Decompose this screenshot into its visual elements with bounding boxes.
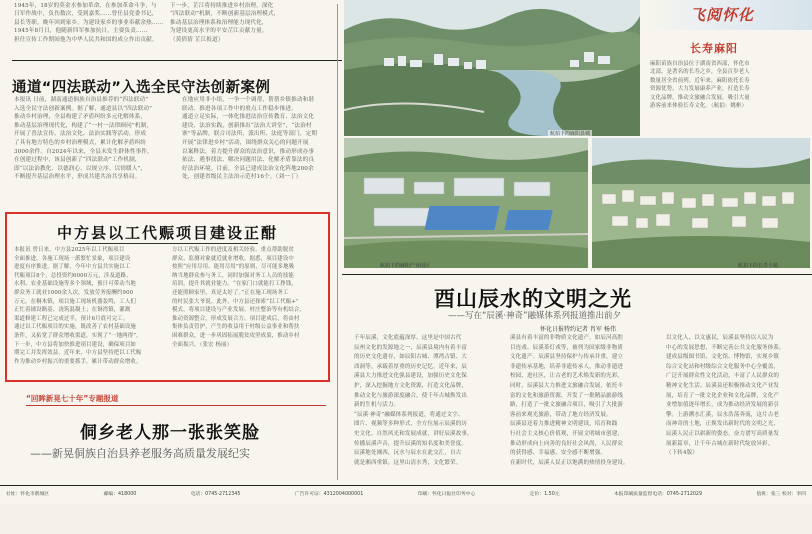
- footer-item: 电话：0745-2712345: [190, 492, 241, 497]
- text-line: 以案释法，着力提升群众的法治意识，推动形成办事: [182, 148, 315, 155]
- text-line: 辰溪人民正以崭新的姿态，奋力谱写高质量发: [666, 430, 780, 437]
- text-line: 溪县大力推进文化强县建设，加强历史文化保: [354, 373, 468, 380]
- text-line: 方以工代赈工作的进度及相关经验，重点帮助脱贫: [172, 247, 294, 253]
- text-line: “辰溪·神奇”融媒体系列报道，将通过文字、: [354, 411, 464, 418]
- text-line: 推动乡村治理，全县构建了矛盾纠纷多元化解体系，: [14, 114, 147, 121]
- footer-item: 广告许可证：4312004000001: [294, 492, 364, 497]
- bottom-margin: [0, 504, 812, 534]
- text-line: 日军作战中，负伤数次，受到嘉奖……曾任县党委书记，: [14, 11, 158, 18]
- footer-item: 社址：怀化市鹤城区: [6, 492, 50, 497]
- text-line: 路，打造了一批文旅融合项目，吸引了大批游: [510, 402, 624, 409]
- text-line: 的历史文化遗存，如辰阳古城、潭湾古镇、大: [354, 354, 468, 361]
- footer-item: 定价：1.50元: [529, 492, 560, 497]
- footer-item: 值班：张三 校对：李四: [756, 492, 806, 497]
- text-line: 依法、遇事找法、解决问题用法、化解矛盾靠法的良: [182, 157, 315, 164]
- text-line: 千年辰溪，文化底蕴深厚。这里是中国古代: [354, 335, 462, 341]
- text-line: 期完工并发挥效益。近年来，中方县坚持把以工代赈: [14, 350, 142, 357]
- text-line: 游客前来体验长寿文化。（航拍：姚彬）: [650, 103, 748, 110]
- text-line: 展新篇章，让千年古城在新时代绽放异彩。: [666, 440, 774, 447]
- divider-mid: [342, 274, 812, 275]
- text-line: 综合文化站和村级综合文化服务中心全覆盖，: [666, 363, 780, 370]
- text-line: 按照“应用尽用、能用尽用”的原则，尽可能多地吸: [172, 264, 295, 271]
- text-line: 下一步，芷江将持续推进乡村治理，深化: [170, 3, 274, 9]
- column-separator: [337, 4, 338, 480]
- text-line: 联动、推进各项工作中的重点工作稳步推进。: [182, 105, 297, 112]
- text-line: （下转4版）: [666, 450, 698, 457]
- text-line: 本报讯 曾日来，中方县2025年以工代赈项目: [14, 247, 125, 253]
- text-line: 纳当地群众参与务工，同时加强对务工人员的技能: [172, 272, 294, 279]
- zhongfang-col1: [14, 246, 164, 376]
- text-line: 麻阳苗族自治县位于湖南省西部，怀化市: [650, 61, 750, 67]
- dong-subtitle: ——新晃侗族自治县养老服务高质量发展纪实: [30, 447, 250, 460]
- text-line: 担任宣传工作期间他为中华人民共和国的成立作出贡献。: [14, 36, 158, 43]
- text-line: 同时，辰溪县大力推进文旅融合发展，依托丰: [510, 382, 624, 389]
- text-line: 了具有地方特色的乡村治理模式，累计化解矛盾纠纷: [14, 139, 147, 146]
- text-line: 群众务工就业1000余人次，发放劳务报酬约900: [14, 289, 134, 296]
- text-line: 数量居全省前列。近年来，麻阳依托长寿: [650, 77, 750, 84]
- text-line: 文化品牌，推动文旅融合发展，吸引大量: [650, 94, 750, 101]
- text-line: 文化遗产。辰溪县坚持保护与传承并重，建立: [510, 354, 624, 361]
- text-line: 酉洞等，承载着厚重的历史记忆。近年来，辰: [354, 363, 468, 370]
- text-line: 在新时代，辰溪人民正以饱满的热情投身建设。: [510, 459, 629, 466]
- text-line: 中心的发展思想，不断完善公共文化服务体系，: [666, 344, 785, 351]
- text-line: 辰溪县还着力推进精神文明建设，培育和践: [510, 421, 618, 428]
- text-line: 富的文化和旅游资源，开发了一批精品旅游线: [510, 392, 624, 399]
- text-line: 以文化人、以文惠民，辰溪县坚持以人民为: [666, 335, 774, 341]
- changshou-title: 长寿麻阳: [690, 42, 738, 55]
- text-line: 即“以法治教化、以德润心、以规立序、以情暖人”，: [14, 165, 147, 172]
- text-line: 1945年8月日，他随新四军参加抗日，主要负责……: [14, 28, 148, 35]
- text-line: 处，创建省级民主法治示范村16个。（刘一丁）: [182, 174, 302, 181]
- xishui-subtitle: ——写在“辰溪·神奇”融媒体系列报道推出前夕: [448, 311, 622, 321]
- text-line: 还能照顾家里，真是太好了。”正在施工现场务工: [172, 289, 289, 296]
- industrial-photo: [344, 138, 588, 268]
- xishui-col3: [666, 334, 808, 478]
- text-line: 培训，提升其就业能力。“在家门口就能打工挣钱，: [172, 281, 297, 288]
- text-line: 条件，又拓宽了群众增收渠道，实现了“一地两得”。: [14, 332, 142, 339]
- text-line: 就是湘西重镇。这里山清水秀，文化繁荣。: [354, 459, 462, 466]
- text-line: 群众、监测对象就近就业增收。据悉，项目建设中: [172, 255, 294, 262]
- text-line: 校园、进社区，让古老的艺术焕发新的光彩。: [510, 373, 624, 380]
- text-line: 县长等职。晚年回到家乡，为建设家乡的事业奉献余热……: [14, 19, 164, 26]
- zhongfang-title-rule: [78, 243, 258, 244]
- dong-headline: 侗乡老人那一张张笑脸: [80, 423, 260, 443]
- text-line: 模式，将项目建设与产业发展、村庄整治等有机结合，: [172, 307, 305, 314]
- text-line: 好法治环境。目前，全县已建成法治文化阵地200余: [182, 165, 314, 172]
- text-line: 1945年，18岁的莫金水参加革命，在参加革命斗争，与: [14, 3, 157, 9]
- changshou-text: [650, 60, 806, 134]
- text-line: 客前来观光旅游，带动了地方经济发展。: [510, 411, 612, 418]
- text-line: 推动文化与旅游深度融合，使千年古城焕发出: [354, 392, 468, 399]
- xishui-col2: [510, 334, 660, 478]
- text-line: 精神文化生活。辰溪县还积极推动文化产业发: [666, 382, 780, 389]
- footer-item: 本报印刷质量监督电话：0745-2712029: [613, 492, 703, 497]
- text-line: 新的生机与活力。: [354, 402, 400, 409]
- text-line: “四法联动”机制，不断创新基层治理模式，: [170, 11, 280, 18]
- text-line: 通道立足实际，一体化推进法治宣传教育、法治文化: [182, 114, 315, 121]
- text-line: 传播辰溪声音，提升辰溪的知名度和美誉度。: [354, 440, 468, 447]
- text-line: 3000余件。自2024年以来，全县未发生群体性事件。: [14, 148, 153, 155]
- footer-bar: [6, 490, 806, 500]
- text-line: 的村民张大爷说。此外，中方县还探索“以工代赈+”: [172, 298, 299, 305]
- text-line: 推动基层治理体系和治理能力现代化，: [170, 19, 268, 26]
- series-banner: “回眸新晃七十年”专题报道: [26, 394, 119, 403]
- text-line: 正忙着铺设路基、浇筑混凝土；在铜湾镇，灌溉: [14, 307, 131, 314]
- aerial-photo-main: [344, 0, 640, 136]
- text-line: 开展了普法宣传、法治文化、法治实践等活动，形成: [14, 131, 147, 138]
- xishui-col1: [354, 334, 504, 478]
- zhongfang-headline: 中方县以工代赈项目建设正酣: [56, 224, 278, 242]
- town-photo-caption: 航拍下的长寿小镇: [738, 263, 779, 269]
- text-line: 水利、农业基础设施等多个领域，预计可带动当地: [14, 281, 136, 288]
- text-line: 全面振兴。（张宏 杨丽）: [172, 341, 233, 348]
- zhongfang-col2: [172, 246, 324, 376]
- text-line: 本报讯 日前，湖南通道侗族自治县推荐的“四法联动”: [14, 97, 149, 103]
- fourlaw-col1: [14, 96, 177, 222]
- text-line: 全面推进，各施工现场一派繁忙景象，项目建设: [14, 255, 131, 262]
- footer-item: 印刷：怀化日报社印务中心: [417, 492, 476, 497]
- text-line: 辰州文化的发源地之一，辰溪县境内有着丰富: [354, 344, 468, 351]
- text-line: 为建设更高水平的平安芷江贡献力量。: [170, 28, 268, 35]
- text-line: 广泛开展群众性文化活动，丰富了人民群众的: [666, 373, 780, 380]
- text-line: 代赈项目8个，总投资约6000万元，涉及道路、: [14, 272, 132, 279]
- text-line: 辰溪地处湘西，沅水与辰水在此交汇，自古: [354, 450, 462, 457]
- footer-rule: [0, 485, 812, 486]
- xishui-headline: 酉山辰水的文明之光: [434, 287, 632, 311]
- text-line: 行社会主义核心价值观，开展文明城市创建，: [510, 430, 624, 437]
- text-line: 困难群众，进一步巩固拓展脱贫攻坚成果，推动乡村: [172, 332, 300, 339]
- fourlaw-col2: [182, 96, 344, 222]
- text-line: 在地应用非小组，一争一个调帮，帮帮乡镇推动和谐: [182, 97, 315, 103]
- aerial-photo-caption: 航拍下的麻阳县城: [550, 131, 591, 137]
- text-line: 史文化、自然风光和发展成就，讲好辰溪故事，: [354, 430, 473, 437]
- footer-item: 邮编：418000: [103, 492, 137, 497]
- text-line: 建成县级图书馆、文化馆、博物馆，实现乡镇: [666, 354, 780, 361]
- text-line: （黄倩倩 芷江报道）: [170, 36, 224, 43]
- center-top-article: [170, 2, 338, 56]
- text-line: 进度有序推进。据了解，今年中方县共实施以工: [14, 264, 131, 271]
- text-line: 擎。上游溯水汇溪，辰水浩荡奔流，这片古老: [666, 411, 780, 418]
- text-line: 目连戏、辰溪茶灯戏等，被列为国家级非物质: [510, 344, 624, 351]
- text-line: 开展“法律进乡村”活动，围绕群众关心的问题开展: [182, 139, 309, 146]
- text-line: 展，培育了一批文化企业和文化品牌，文化产: [666, 392, 780, 399]
- fourlaw-headline: 通道“四法联动”入选全民守法创新案例: [12, 80, 271, 96]
- text-line: 下一步，中方县将加快推进项目建设，确保项目如: [14, 341, 136, 348]
- text-line: 推动资源整合，形成发展合力。项目建成后，将由村: [172, 315, 300, 322]
- text-line: 在创建过程中，该县创新了“四法联动”工作机制，: [14, 157, 141, 164]
- text-line: 不断提升基层治理水平，形成共建共治共享格局。: [14, 174, 141, 181]
- text-line: 通过以工代赈项目的实施，既改善了农村基础设施: [14, 324, 136, 331]
- text-line: 推动基层治理现代化，构建了“一村一法律顾问”机制，: [14, 122, 153, 129]
- text-line: 的获得感、幸福感、安全感不断增强。: [510, 450, 607, 457]
- text-line: 作为推动乡村振兴的重要抓手，累计带动群众增收。: [14, 358, 142, 365]
- text-line: 非遗传承基地，培养非遗传承人，推动非遗进: [510, 363, 624, 370]
- text-line: 而神奇的土地，正焕发出新时代的文明之光，: [666, 421, 780, 428]
- text-line: 入选全民守法创新案例。据了解，通道县以“四法联动”: [14, 105, 153, 112]
- text-line: 推动形成向上向善的良好社会风尚，人民群众: [510, 440, 624, 447]
- industrial-photo-caption: 航拍下的麻阳产业园区: [380, 263, 431, 269]
- xishui-byline: 怀化日报特约记者 肖军 杨伟: [540, 326, 616, 333]
- text-line: 北部，是著名的长寿之乡，全县百岁老人: [650, 69, 750, 76]
- banner-rule: [26, 405, 326, 406]
- divider: [12, 60, 342, 61]
- town-photo: [592, 138, 810, 268]
- text-line: 业增加值逐年增长，成为推动经济发展的新引: [666, 402, 780, 409]
- text-line: 溪县有着丰富的非物质文化遗产，如辰河高腔: [510, 335, 624, 341]
- text-line: 护，深入挖掘地方文化资源，打造文化品牌，: [354, 382, 468, 389]
- text-line: 寨”等品牌，联合司法所、派出所、法庭等部门，定期: [182, 131, 318, 138]
- text-line: 资源优势，大力发展康养产业，打造长寿: [650, 86, 750, 93]
- text-line: 集体负责管护，产生的收益用于村级公益事业和帮扶: [172, 324, 300, 331]
- text-line: 图片、视频等多种形式，全方位展示辰溪的历: [354, 421, 468, 428]
- text-line: 渠道修建工程已完成过半，预计6月底可完工。: [14, 315, 129, 322]
- text-line: 建设、法治实践，创新推出“法治大讲堂”，“法治村: [182, 122, 312, 129]
- text-line: 万元。在桐木镇，项目施工现场机器轰鸣，工人们: [14, 298, 136, 305]
- feiyue-logo-text: 飞阅怀化: [690, 6, 755, 24]
